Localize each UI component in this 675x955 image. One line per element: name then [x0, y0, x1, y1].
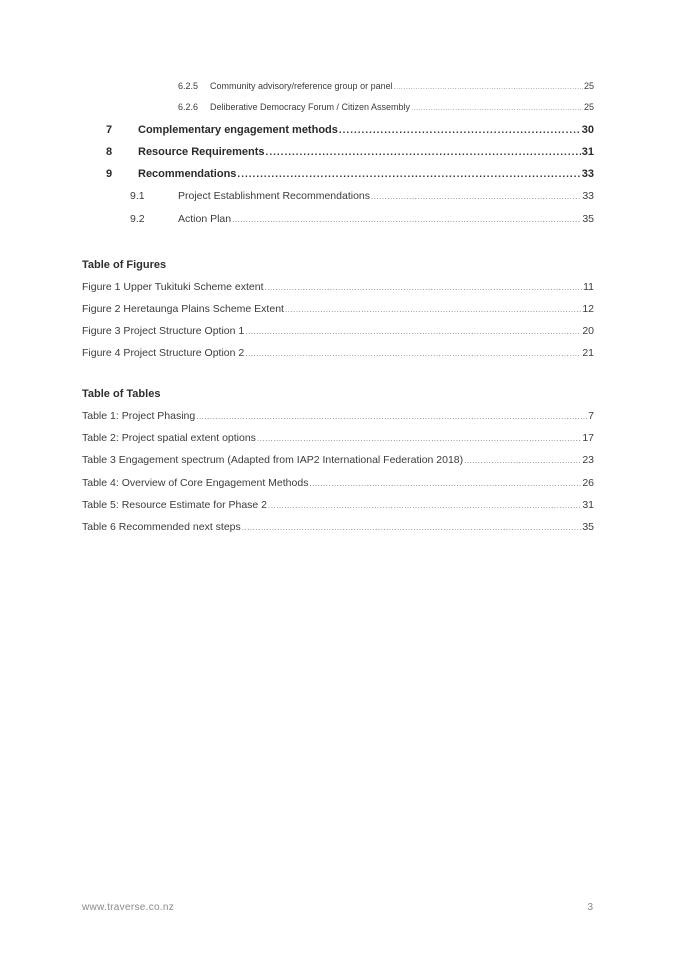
table-entry-page: 17 [582, 432, 594, 444]
figure-entry-page: 21 [582, 347, 594, 359]
figure-entry[interactable] [82, 325, 594, 337]
table-entry-page: 31 [582, 499, 594, 511]
table-entry-title: Table 6 Recommended next steps [82, 521, 241, 533]
table-of-figures-heading: Table of Figures [82, 259, 167, 271]
toc-entry-number: 7 [106, 124, 113, 136]
dot-leader [464, 456, 581, 465]
figure-entry[interactable] [82, 281, 594, 293]
table-entry[interactable] [82, 521, 594, 533]
dot-leader [257, 434, 581, 443]
toc-entry-title: Recommendations [138, 168, 237, 180]
toc-entry-page: 31 [581, 146, 594, 158]
dot-leader [245, 327, 581, 336]
figure-entry-title: Figure 3 Project Structure Option 1 [82, 325, 245, 337]
figure-entry[interactable] [82, 303, 594, 315]
footer-website: www.traverse.co.nz [82, 902, 175, 913]
dot-leader [285, 305, 581, 314]
figure-entry-page: 12 [582, 303, 594, 315]
toc-entry-title: Action Plan [178, 213, 232, 225]
figure-entry-title: Figure 2 Heretaunga Plains Scheme Extent [82, 303, 284, 315]
dot-leader [394, 84, 583, 91]
table-entry-title: Table 3 Engagement spectrum (Adapted from IAP2 International Federation 2018) [82, 454, 464, 466]
dot-leader [309, 479, 581, 488]
toc-entry-9-2[interactable] [130, 213, 594, 225]
figure-entry-page: 20 [582, 325, 594, 337]
toc-entry-title: Resource Requirements [138, 146, 265, 158]
dot-leader [265, 283, 583, 292]
toc-entry-number: 9 [106, 168, 113, 180]
figure-entry-page: 11 [583, 281, 594, 293]
dot-leader [268, 501, 581, 510]
table-entry-title: Table 1: Project Phasing [82, 410, 196, 422]
toc-entry-title: Project Establishment Recommendations [178, 190, 371, 202]
table-entry[interactable] [82, 432, 594, 444]
table-entry[interactable] [82, 477, 594, 489]
dot-leader [411, 105, 583, 112]
toc-entry-9[interactable] [106, 168, 594, 180]
table-entry-title: Table 4: Overview of Core Engagement Methods [82, 477, 309, 489]
dot-leader [237, 169, 580, 180]
table-entry[interactable] [82, 410, 594, 422]
toc-entry-number: 6.2.5 [178, 81, 199, 91]
page-number: 3 [587, 902, 593, 913]
table-of-tables-heading: Table of Tables [82, 388, 161, 400]
toc-entry-8[interactable] [106, 146, 594, 158]
dot-leader [196, 412, 587, 421]
dot-leader [242, 523, 582, 532]
table-entry-page: 35 [582, 521, 594, 533]
table-entry[interactable] [82, 499, 594, 511]
toc-entry-6-2-6[interactable] [178, 102, 594, 112]
toc-entry-7[interactable] [106, 124, 594, 136]
toc-entry-title: Deliberative Democracy Forum / Citizen Assembly [210, 102, 411, 112]
table-entry-page: 23 [582, 454, 594, 466]
toc-entry-page: 33 [582, 190, 594, 202]
figure-entry-title: Figure 1 Upper Tukituki Scheme extent [82, 281, 264, 293]
table-entry[interactable] [82, 454, 594, 466]
toc-entry-page: 25 [583, 102, 594, 112]
table-entry-title: Table 2: Project spatial extent options [82, 432, 256, 444]
dot-leader [339, 125, 581, 136]
toc-entry-9-1[interactable] [130, 190, 594, 202]
dot-leader [371, 192, 581, 201]
figure-entry-title: Figure 4 Project Structure Option 2 [82, 347, 245, 359]
toc-entry-title: Complementary engagement methods [138, 124, 338, 136]
dot-leader [245, 349, 581, 358]
table-entry-page: 7 [588, 410, 594, 422]
toc-entry-6-2-5[interactable] [178, 81, 594, 91]
dot-leader [232, 215, 581, 224]
toc-entry-title: Community advisory/reference group or panel [210, 81, 393, 91]
toc-entry-page: 35 [582, 213, 594, 225]
dot-leader [266, 147, 581, 158]
toc-entry-page: 30 [581, 124, 594, 136]
toc-entry-number: 9.1 [130, 190, 145, 202]
figure-entry[interactable] [82, 347, 594, 359]
toc-entry-number: 6.2.6 [178, 102, 199, 112]
toc-entry-number: 8 [106, 146, 113, 158]
toc-entry-page: 25 [583, 81, 594, 91]
table-entry-title: Table 5: Resource Estimate for Phase 2 [82, 499, 268, 511]
toc-entry-number: 9.2 [130, 213, 145, 225]
table-entry-page: 26 [582, 477, 594, 489]
toc-entry-page: 33 [581, 168, 594, 180]
